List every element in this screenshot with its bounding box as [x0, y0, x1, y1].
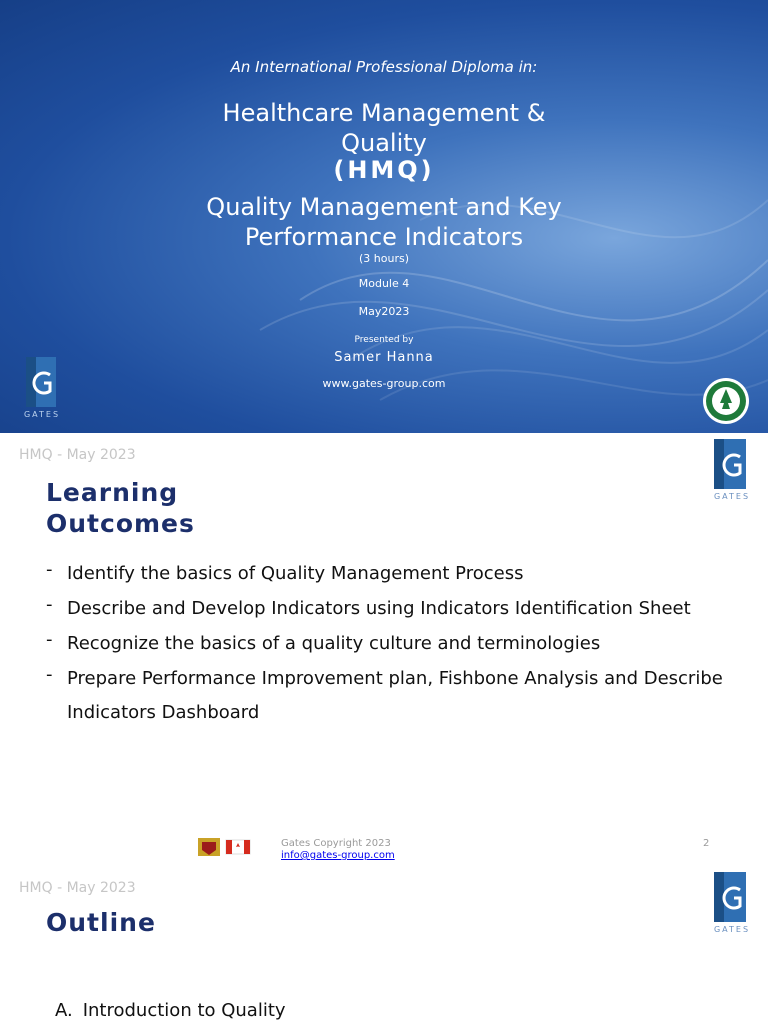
- cover-slide: [0, 0, 768, 433]
- gates-logo-text: GATES: [713, 492, 751, 501]
- presented-by-label: Presented by: [354, 335, 414, 345]
- learning-outcomes-slide: [0, 433, 768, 866]
- list-item-text: Prepare Performance Improvement plan, Fishbone Analysis and Describe Indicators Dashboard: [67, 668, 723, 723]
- list-item-text: Identify the basics of Quality Management Process: [67, 563, 524, 584]
- copyright-block: [281, 838, 395, 862]
- slide-title-line2: Outcomes: [46, 509, 195, 538]
- gates-logo: [710, 870, 754, 938]
- list-item: [46, 662, 726, 730]
- list-item-text: Describe and Develop Indicators using Indicators Identification Sheet: [67, 598, 691, 619]
- bullet-mark: -: [46, 629, 53, 650]
- gates-logo: [710, 437, 754, 505]
- email-link[interactable]: info@gates-group.com: [281, 850, 395, 861]
- list-item: [55, 1000, 286, 1021]
- gates-logo-text: GATES: [713, 925, 751, 934]
- website-link[interactable]: www.gates-group.com: [322, 377, 446, 390]
- gates-logo: [20, 355, 64, 423]
- outcomes-list: [46, 557, 726, 731]
- list-item: [46, 557, 726, 591]
- cover-date: May2023: [358, 305, 410, 318]
- gates-logo-text: GATES: [23, 410, 61, 419]
- program-intro: An International Professional Diploma in:: [230, 58, 538, 76]
- module-number: Module 4: [358, 277, 410, 290]
- slide-title: [46, 477, 195, 539]
- outline-slide: [0, 866, 768, 1024]
- list-item-letter: A.: [55, 1000, 73, 1021]
- bullet-mark: -: [46, 594, 53, 615]
- slide-header: HMQ - May 2023: [19, 447, 136, 463]
- program-title-line2: Quality: [341, 129, 427, 157]
- slide-title: Outline: [46, 908, 156, 937]
- list-item: [46, 592, 726, 626]
- slide-title-line1: Learning: [46, 478, 179, 507]
- module-title-line1: Quality Management and Key: [206, 193, 562, 221]
- module-title-line2: Performance Indicators: [244, 223, 524, 251]
- bullet-mark: -: [46, 559, 53, 580]
- list-item-text: Recognize the basics of a quality culture and terminologies: [67, 633, 601, 654]
- bullet-mark: -: [46, 664, 53, 685]
- module-title: [0, 192, 768, 252]
- list-item-text: Introduction to Quality: [82, 1000, 286, 1021]
- footer-flags: [198, 836, 252, 862]
- seal-logo: [702, 377, 750, 429]
- presenter-name: Samer Hanna: [334, 350, 434, 365]
- copyright-text: Gates Copyright 2023: [281, 838, 391, 849]
- page-number: 2: [703, 838, 710, 849]
- program-title-line1: Healthcare Management &: [222, 99, 546, 127]
- slide-header: HMQ - May 2023: [19, 880, 136, 896]
- program-title: [0, 98, 768, 158]
- duration: (3 hours): [358, 252, 409, 265]
- program-abbr: (HMQ): [333, 156, 435, 184]
- list-item: [46, 627, 726, 661]
